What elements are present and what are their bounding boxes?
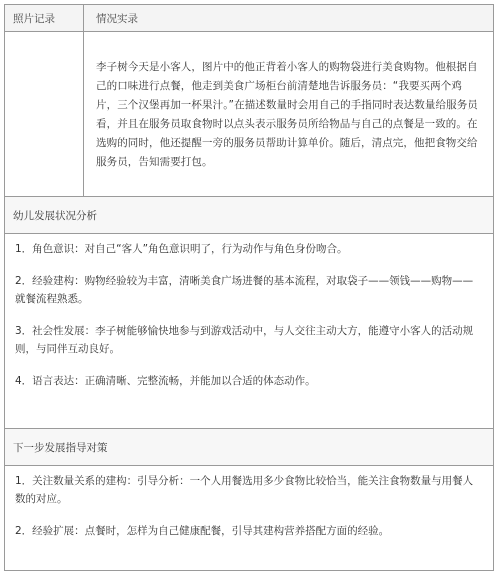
analysis-list xyxy=(5,234,493,429)
analysis-item: 1．角色意识：对自己“客人”角色意识明了，行为动作与角色身份吻合。 xyxy=(15,243,348,255)
guidance-item: 2．经验扩展：点餐时，怎样为自己健康配餐，引导其建构营养搭配方面的经验。 xyxy=(15,525,390,537)
situation-record-header-cell xyxy=(84,5,493,31)
record-table xyxy=(4,4,494,571)
photo-record-header: 照片记录 xyxy=(13,13,55,25)
analysis-item: 4．语言表达：正确清晰、完整流畅，并能加以合适的体态动作。 xyxy=(15,375,316,387)
situation-record-header: 情况实录 xyxy=(96,13,138,25)
analysis-section-title: 幼儿发展状况分析 xyxy=(5,197,493,234)
observation-text: 李子树今天是小客人，图片中的他正背着小客人的购物袋进行美食购物。他根据自己的口味进行点餐，他走到美食广场柜台前清楚地告诉服务员：“我要买两个鸡片，三个汉堡再加一杯果汁。”在描述数量时会用自己的手指同时表达数量给服务员看，并且在服务员取食物时以点头表示服务员所给物品与自己的点餐是一致的。在选购的同时，他还提醒一旁的服务员帮助计算单价。随后，清点完，他把食物交给服务员，告知需要打包。 xyxy=(96,61,478,168)
table-header-row xyxy=(5,5,493,32)
photo-record-header-cell xyxy=(5,5,84,31)
photo-cell xyxy=(5,32,84,196)
analysis-item: 3．社会性发展：李子树能够愉快地参与到游戏活动中，与人交往主动大方，能遵守小客人的活动规则，与同伴互动良好。 xyxy=(15,325,474,355)
guidance-list xyxy=(5,466,493,570)
guidance-section-title: 下一步发展指导对策 xyxy=(5,429,493,466)
observation-cell xyxy=(84,32,493,196)
observation-row xyxy=(5,32,493,197)
guidance-item: 1．关注数量关系的建构：引导分析：一个人用餐选用多少食物比较恰当，能关注食物数量与用餐人数的对应。 xyxy=(15,475,474,505)
analysis-item: 2．经验建构：购物经验较为丰富，清晰美食广场进餐的基本流程，对取袋子——领钱——购物——就餐流程熟悉。 xyxy=(15,275,474,305)
